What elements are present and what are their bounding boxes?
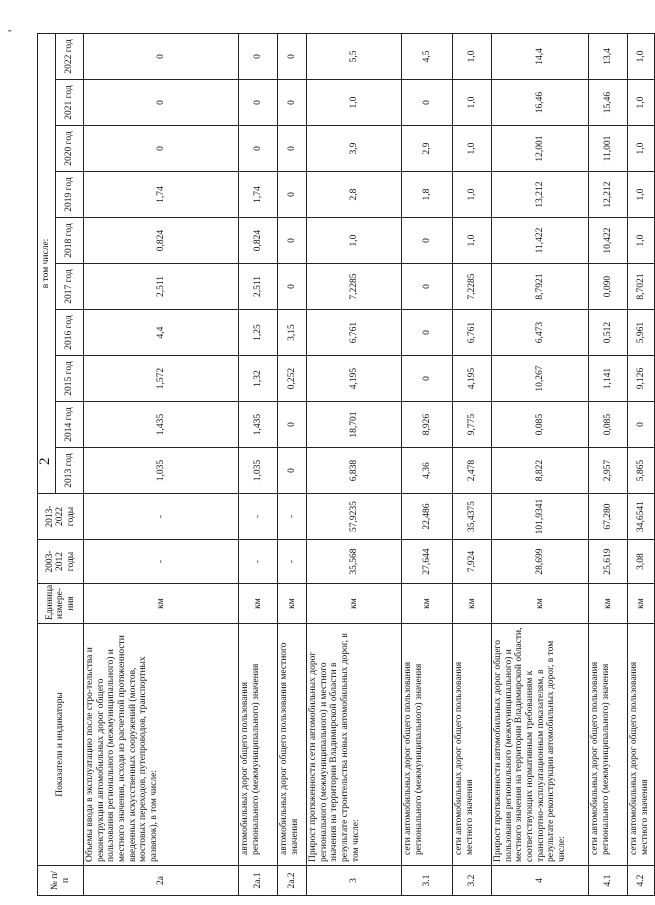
value-year: 4,4 — [84, 310, 239, 356]
indicator-text: Прирост протяженности сети автомобильных дорог регионального (межмуниципального) и местного значения на территории Владимирской области в результате строительства новых автомобильных дорог, в том числе: — [307, 624, 402, 866]
header-unit: Единица измере-ния — [38, 584, 84, 624]
indicator-text: сети автомобильных дорог общего пользования местного значения — [453, 624, 492, 866]
value-year: 0 — [402, 310, 453, 356]
value-year: 0,090 — [589, 264, 628, 310]
value-year: 16,46 — [492, 80, 589, 126]
row-number: 2а.1 — [239, 866, 278, 896]
value-year: 4,195 — [453, 356, 492, 402]
unit-cell: км — [239, 584, 278, 624]
indicators-table — [37, 33, 655, 896]
value-year: 5,5 — [307, 33, 402, 79]
table-row — [628, 33, 655, 895]
value-year: 0 — [239, 126, 278, 172]
row-number: 4 — [492, 866, 589, 896]
header-incl: в том числе: — [38, 33, 56, 493]
value-year: 15,46 — [589, 80, 628, 126]
value-year: 10,422 — [589, 218, 628, 264]
corner-mark: ' — [5, 29, 20, 32]
header-year: 2017 год — [56, 264, 84, 310]
value-year: 0,085 — [492, 402, 589, 448]
page-number: 2 — [37, 457, 53, 465]
unit-cell: км — [402, 584, 453, 624]
value-year: 0 — [278, 218, 307, 264]
value-2003-2012: 27,644 — [402, 540, 453, 584]
value-year: 0,085 — [589, 402, 628, 448]
value-year: 1,0 — [628, 126, 655, 172]
row-number: 2а — [84, 866, 239, 896]
value-year: 10,267 — [492, 356, 589, 402]
unit-cell: км — [307, 584, 402, 624]
table-row — [84, 33, 239, 895]
value-year: 5,961 — [628, 310, 655, 356]
value-year: 1,0 — [307, 80, 402, 126]
value-year: 1,0 — [453, 218, 492, 264]
value-year: 0,512 — [589, 310, 628, 356]
header-year: 2019 год — [56, 172, 84, 218]
value-year: 1,435 — [84, 402, 239, 448]
value-year: 8,7921 — [492, 264, 589, 310]
value-year: 13,4 — [589, 33, 628, 79]
indicator-text: Прирост протяженности автомобильных дорог общего пользования регионального (межмуниципального) и местного значения на территории Владимирской области, соответствующих нормативным требованиям к транспортно-эксплуатационным показателям, в результате реконструкции автомобильных дорог, в том числе: — [492, 624, 589, 866]
value-2003-2012: 3,08 — [628, 540, 655, 584]
value-year: 6,761 — [453, 310, 492, 356]
unit-cell: км — [453, 584, 492, 624]
header-year: 2021 год — [56, 80, 84, 126]
value-year: 0 — [278, 448, 307, 494]
value-year: 9,775 — [453, 402, 492, 448]
value-year: 1,141 — [589, 356, 628, 402]
indicator-text: Объемы ввода в эксплуатацию после стро-тельства и реконструкции автомобильных дорог общего пользования регионального (межмуниципального) и местного значения, исходя из расчетной протяженности введенных искусственных сооружений (мостов, мостовых переходов, путепроводов, транспортных развязок), в том числе: — [84, 624, 239, 866]
value-year: 1,74 — [84, 172, 239, 218]
header-year: 2018 год — [56, 218, 84, 264]
value-year: 8,822 — [492, 448, 589, 494]
value-year: 0 — [402, 218, 453, 264]
table-row — [589, 33, 628, 895]
indicator-text: автомобильных дорог общего пользования местного значения — [278, 624, 307, 866]
value-2013-2022: - — [278, 494, 307, 540]
indicator-text: сети автомобильных дорог общего пользования регионального (межмуниципального) значения — [589, 624, 628, 866]
value-2013-2022: 57,9235 — [307, 494, 402, 540]
value-year: 6,473 — [492, 310, 589, 356]
value-year: 2,511 — [239, 264, 278, 310]
table-row — [492, 33, 589, 895]
value-year: 0 — [84, 33, 239, 79]
value-year: 1,0 — [307, 218, 402, 264]
value-year: 1,25 — [239, 310, 278, 356]
table-row — [278, 33, 307, 895]
value-year: 2,511 — [84, 264, 239, 310]
value-year: 11,001 — [589, 126, 628, 172]
value-2013-2022: 34,6541 — [628, 494, 655, 540]
value-year: 1,0 — [453, 80, 492, 126]
value-year: 1,0 — [628, 33, 655, 79]
header-year: 2013 год — [56, 448, 84, 494]
value-year: 11,422 — [492, 218, 589, 264]
value-year: 0 — [628, 402, 655, 448]
header-year: 2015 год — [56, 356, 84, 402]
value-year: 0,824 — [239, 218, 278, 264]
header-year: 2014 год — [56, 402, 84, 448]
value-2013-2022: 67,280 — [589, 494, 628, 540]
value-year: 8,7021 — [628, 264, 655, 310]
value-year: 7,2285 — [453, 264, 492, 310]
value-year: 1,8 — [402, 172, 453, 218]
value-year: 0 — [402, 264, 453, 310]
indicator-text: сети автомобильных дорог общего пользования местного значения — [628, 624, 655, 866]
value-year: 1,035 — [84, 448, 239, 494]
value-year: 8,926 — [402, 402, 453, 448]
header-year: 2016 год — [56, 310, 84, 356]
value-year: 0 — [402, 80, 453, 126]
value-year: 1,0 — [628, 80, 655, 126]
value-year: 1,035 — [239, 448, 278, 494]
value-year: 0 — [84, 80, 239, 126]
header-2003-2012: 2003-2012 годы — [38, 540, 84, 584]
header-no: № п/п — [38, 866, 84, 896]
row-number: 2а.2 — [278, 866, 307, 896]
value-year: 0,824 — [84, 218, 239, 264]
value-year: 1,0 — [628, 218, 655, 264]
value-year: 0,252 — [278, 356, 307, 402]
header-year: 2022 год — [56, 33, 84, 79]
value-year: 0 — [278, 172, 307, 218]
value-year: 1,435 — [239, 402, 278, 448]
value-2003-2012: - — [84, 540, 239, 584]
row-number: 3.2 — [453, 866, 492, 896]
value-year: 2,957 — [589, 448, 628, 494]
value-year: 1,0 — [453, 172, 492, 218]
value-year: 12,212 — [589, 172, 628, 218]
value-year: 1,74 — [239, 172, 278, 218]
unit-cell: км — [278, 584, 307, 624]
value-2013-2022: - — [84, 494, 239, 540]
value-year: 5,865 — [628, 448, 655, 494]
value-year: 4,195 — [307, 356, 402, 402]
value-year: 7,2285 — [307, 264, 402, 310]
value-year: 6,761 — [307, 310, 402, 356]
row-number: 3 — [307, 866, 402, 896]
value-year: 2,9 — [402, 126, 453, 172]
header-year: 2020 год — [56, 126, 84, 172]
value-year: 0 — [278, 402, 307, 448]
unit-cell: км — [589, 584, 628, 624]
row-number: 3.1 — [402, 866, 453, 896]
value-year: 0 — [278, 33, 307, 79]
table-row — [239, 33, 278, 895]
value-year: 18,701 — [307, 402, 402, 448]
row-number: 4.1 — [589, 866, 628, 896]
value-2003-2012: 28,699 — [492, 540, 589, 584]
value-year: 6,838 — [307, 448, 402, 494]
value-2013-2022: 101,9341 — [492, 494, 589, 540]
table-row — [402, 33, 453, 895]
value-year: 1,572 — [84, 356, 239, 402]
value-year: 0 — [239, 33, 278, 79]
value-year: 1,0 — [453, 126, 492, 172]
value-year: 9,126 — [628, 356, 655, 402]
value-year: 12,001 — [492, 126, 589, 172]
row-number: 4.2 — [628, 866, 655, 896]
value-year: 3,15 — [278, 310, 307, 356]
value-year: 0 — [402, 356, 453, 402]
value-year: 14,4 — [492, 33, 589, 79]
value-2013-2022: - — [239, 494, 278, 540]
value-2013-2022: 22,486 — [402, 494, 453, 540]
value-2013-2022: 35,4375 — [453, 494, 492, 540]
value-year: 1,0 — [453, 33, 492, 79]
header-indicators: Показатели и индикаторы — [38, 624, 84, 866]
indicator-text: автомобильных дорог общего пользования регионального (межмуниципального) значения — [239, 624, 278, 866]
unit-cell: км — [84, 584, 239, 624]
value-year: 4,5 — [402, 33, 453, 79]
value-year: 2,478 — [453, 448, 492, 494]
value-year: 0 — [278, 264, 307, 310]
value-year: 3,9 — [307, 126, 402, 172]
rotated-page — [5, 10, 650, 905]
value-2003-2012: 35,568 — [307, 540, 402, 584]
value-year: 1,0 — [628, 172, 655, 218]
indicator-text: сети автомобильных дорог общего пользования регионального (межмуниципального) значения — [402, 624, 453, 866]
value-year: 2,8 — [307, 172, 402, 218]
table-row — [307, 33, 402, 895]
value-2003-2012: - — [239, 540, 278, 584]
value-year: 0 — [239, 80, 278, 126]
value-year: 1,32 — [239, 356, 278, 402]
unit-cell: км — [492, 584, 589, 624]
value-year: 4,36 — [402, 448, 453, 494]
value-2003-2012: 25,619 — [589, 540, 628, 584]
value-year: 0 — [278, 80, 307, 126]
value-2003-2012: - — [278, 540, 307, 584]
unit-cell: км — [628, 584, 655, 624]
value-year: 13,212 — [492, 172, 589, 218]
header-2013-2022: 2013-2022 годы — [38, 494, 84, 540]
table-row — [453, 33, 492, 895]
value-year: 0 — [278, 126, 307, 172]
value-year: 0 — [84, 126, 239, 172]
value-2003-2012: 7,924 — [453, 540, 492, 584]
